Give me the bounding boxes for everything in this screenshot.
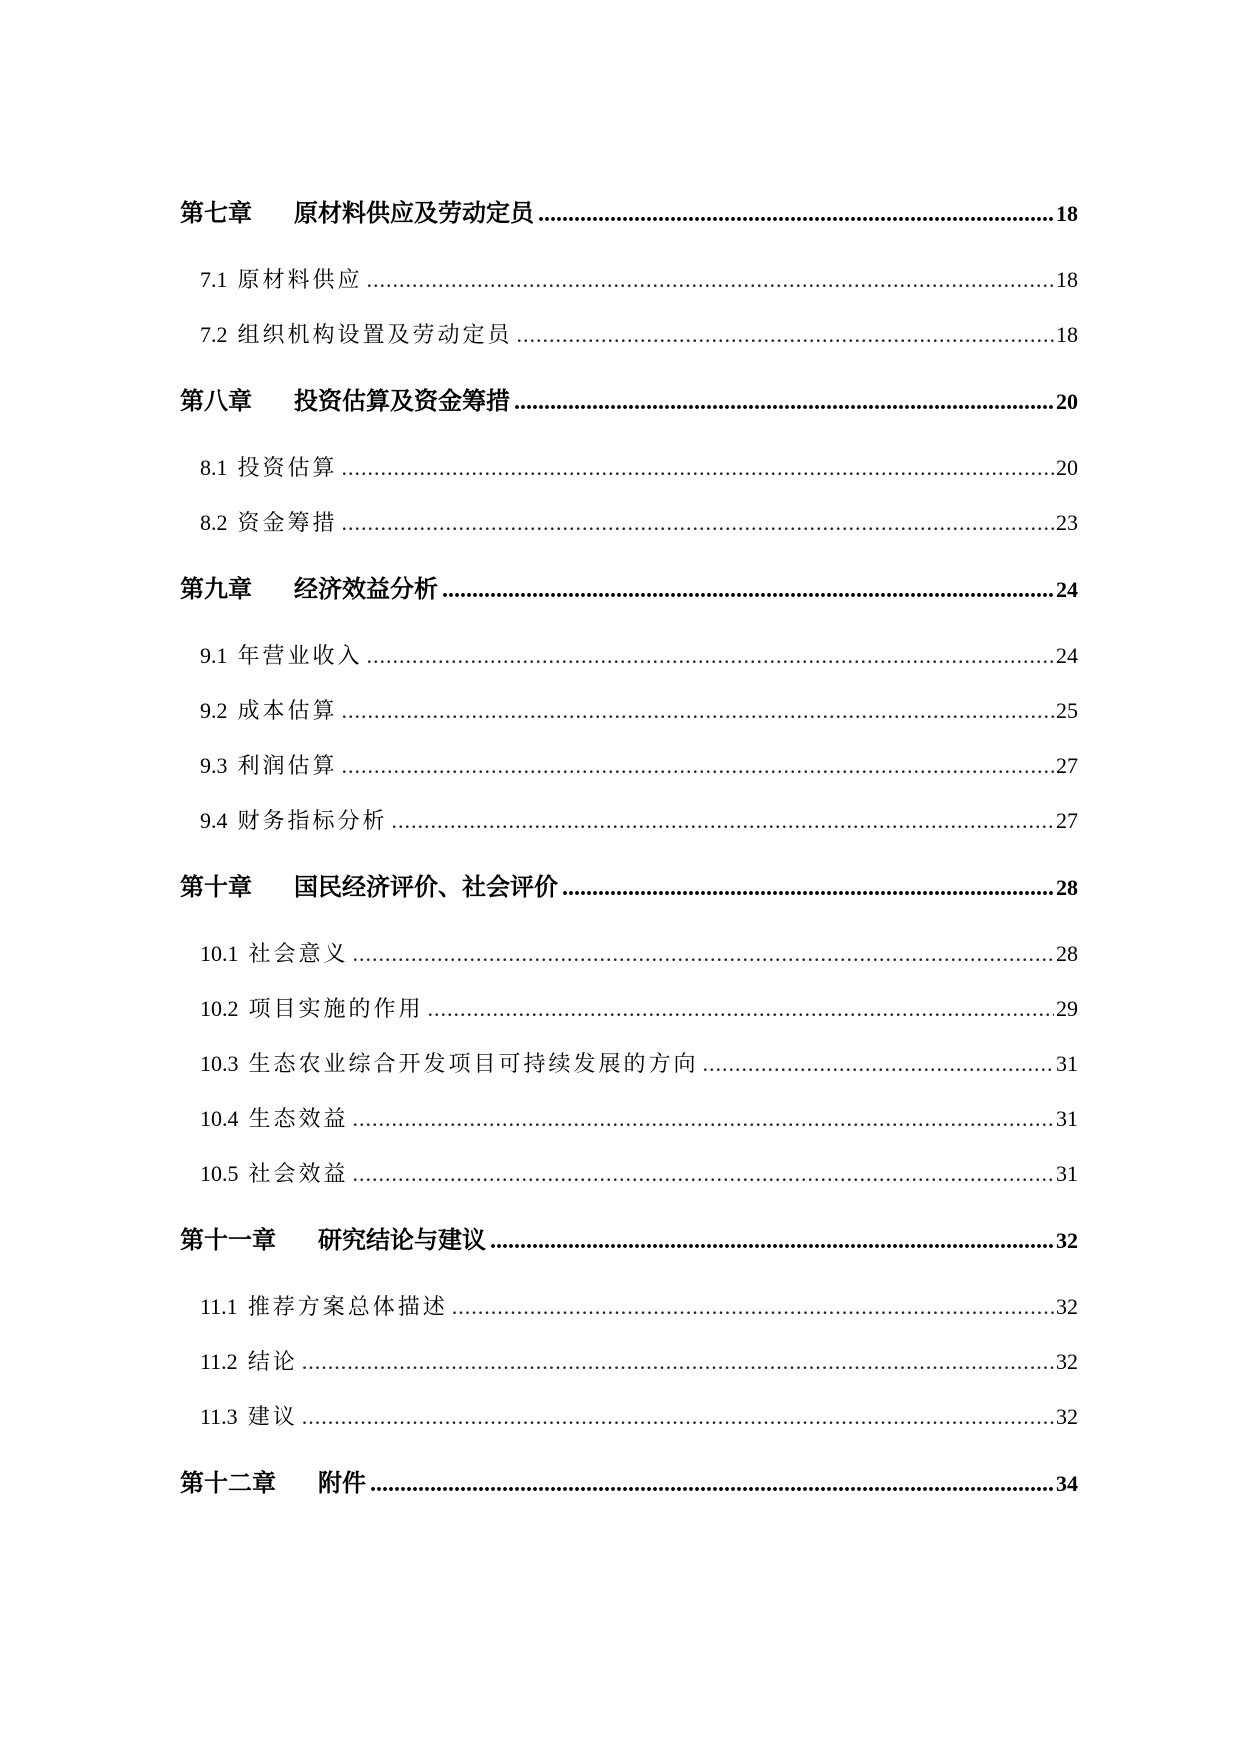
section-number: 11.2: [200, 1349, 238, 1374]
chapter-title: 附件: [318, 1471, 366, 1497]
section-title: 社会意义: [248, 941, 349, 966]
toc-chapter-entry[interactable]: [180, 186, 1078, 241]
section-number: 10.2: [200, 996, 239, 1021]
toc-chapter-entry[interactable]: [180, 1213, 1078, 1268]
section-number: 7.1: [200, 267, 228, 292]
section-title: 生态农业综合开发项目可持续发展的方向: [248, 1051, 699, 1076]
section-number: 8.2: [200, 510, 228, 535]
page-number: 28: [1056, 875, 1078, 900]
toc-section-entry[interactable]: [180, 1389, 1078, 1444]
dot-leader: [517, 307, 1054, 362]
section-number: 10.3: [200, 1051, 239, 1076]
dot-leader: [302, 1334, 1054, 1389]
section-title: 财务指标分析: [237, 808, 388, 833]
toc-section-entry[interactable]: [180, 981, 1078, 1036]
toc-section-entry[interactable]: [180, 628, 1078, 683]
toc-section-entry[interactable]: [180, 252, 1078, 307]
section-title: 资金筹措: [237, 510, 338, 535]
chapter-label: 第七章: [180, 201, 252, 227]
chapter-label: 第十章: [180, 875, 252, 901]
section-title: 年营业收入: [237, 643, 363, 668]
section-title: 结论: [247, 1349, 298, 1374]
section-title: 组织机构设置及劳动定员: [237, 322, 513, 347]
toc-section-entry[interactable]: [180, 495, 1078, 550]
toc-section-entry[interactable]: [180, 683, 1078, 738]
toc-section-entry[interactable]: [180, 1279, 1078, 1334]
dot-leader: [353, 926, 1054, 981]
toc-chapter-entry[interactable]: [180, 562, 1078, 617]
page-number: 18: [1056, 267, 1078, 292]
section-number: 7.2: [200, 322, 228, 347]
page-number: 24: [1056, 577, 1078, 602]
section-title: 投资估算: [237, 455, 338, 480]
page-number: 23: [1056, 510, 1078, 535]
section-title: 成本估算: [237, 698, 338, 723]
dot-leader: [353, 1091, 1054, 1146]
dot-leader: [442, 563, 1054, 618]
chapter-label: 第九章: [180, 577, 252, 603]
dot-leader: [392, 793, 1054, 848]
dot-leader: [342, 683, 1054, 738]
section-title: 推荐方案总体描述: [247, 1294, 448, 1319]
page-number: 31: [1056, 1051, 1078, 1076]
section-number: 9.3: [200, 753, 228, 778]
chapter-label: 第十一章: [180, 1228, 276, 1254]
page-number: 27: [1056, 753, 1078, 778]
page-number: 29: [1056, 996, 1078, 1021]
section-number: 9.2: [200, 698, 228, 723]
toc-chapter-entry[interactable]: [180, 374, 1078, 429]
section-title: 建议: [247, 1404, 298, 1429]
toc-chapter-entry[interactable]: [180, 1456, 1078, 1511]
section-title: 社会效益: [248, 1161, 349, 1186]
page-number: 32: [1056, 1349, 1078, 1374]
page-number: 31: [1056, 1106, 1078, 1131]
dot-leader: [353, 1146, 1054, 1201]
toc-section-entry[interactable]: [180, 926, 1078, 981]
section-title: 生态效益: [248, 1106, 349, 1131]
dot-leader: [367, 252, 1054, 307]
toc-section-entry[interactable]: [180, 1036, 1078, 1091]
chapter-title: 原材料供应及劳动定员: [294, 201, 534, 227]
toc-section-entry[interactable]: [180, 793, 1078, 848]
dot-leader: [514, 375, 1054, 430]
toc-section-entry[interactable]: [180, 307, 1078, 362]
page-number: 31: [1056, 1161, 1078, 1186]
dot-leader: [703, 1036, 1054, 1091]
dot-leader: [367, 628, 1054, 683]
page-number: 20: [1056, 389, 1078, 414]
page-number: 27: [1056, 808, 1078, 833]
table-of-contents: [180, 174, 1078, 1522]
page-number: 18: [1056, 322, 1078, 347]
dot-leader: [562, 861, 1054, 916]
page-number: 24: [1056, 643, 1078, 668]
page-number: 34: [1056, 1471, 1078, 1496]
dot-leader: [342, 495, 1054, 550]
section-title: 利润估算: [237, 753, 338, 778]
toc-section-entry[interactable]: [180, 1091, 1078, 1146]
dot-leader: [428, 981, 1054, 1036]
page-number: 32: [1056, 1404, 1078, 1429]
toc-chapter-entry[interactable]: [180, 860, 1078, 915]
page-number: 32: [1056, 1228, 1078, 1253]
chapter-title: 研究结论与建议: [318, 1228, 486, 1254]
chapter-label: 第八章: [180, 389, 252, 415]
page-number: 25: [1056, 698, 1078, 723]
dot-leader: [490, 1214, 1054, 1269]
chapter-title: 投资估算及资金筹措: [294, 389, 510, 415]
toc-section-entry[interactable]: [180, 440, 1078, 495]
section-number: 9.1: [200, 643, 228, 668]
section-title: 项目实施的作用: [248, 996, 424, 1021]
section-number: 9.4: [200, 808, 228, 833]
dot-leader: [342, 738, 1054, 793]
dot-leader: [302, 1389, 1054, 1444]
chapter-title: 经济效益分析: [294, 577, 438, 603]
section-title: 原材料供应: [237, 267, 363, 292]
toc-section-entry[interactable]: [180, 1146, 1078, 1201]
toc-section-entry[interactable]: [180, 1334, 1078, 1389]
chapter-label: 第十二章: [180, 1471, 276, 1497]
toc-section-entry[interactable]: [180, 738, 1078, 793]
dot-leader: [342, 440, 1054, 495]
dot-leader: [370, 1457, 1054, 1512]
page-number: 20: [1056, 455, 1078, 480]
section-number: 11.3: [200, 1404, 238, 1429]
section-number: 8.1: [200, 455, 228, 480]
section-number: 10.1: [200, 941, 239, 966]
dot-leader: [538, 187, 1054, 242]
page-number: 32: [1056, 1294, 1078, 1319]
section-number: 11.1: [200, 1294, 238, 1319]
chapter-title: 国民经济评价、社会评价: [294, 875, 558, 901]
page-number: 28: [1056, 941, 1078, 966]
section-number: 10.4: [200, 1106, 239, 1131]
page-number: 18: [1056, 201, 1078, 226]
dot-leader: [452, 1279, 1054, 1334]
section-number: 10.5: [200, 1161, 239, 1186]
